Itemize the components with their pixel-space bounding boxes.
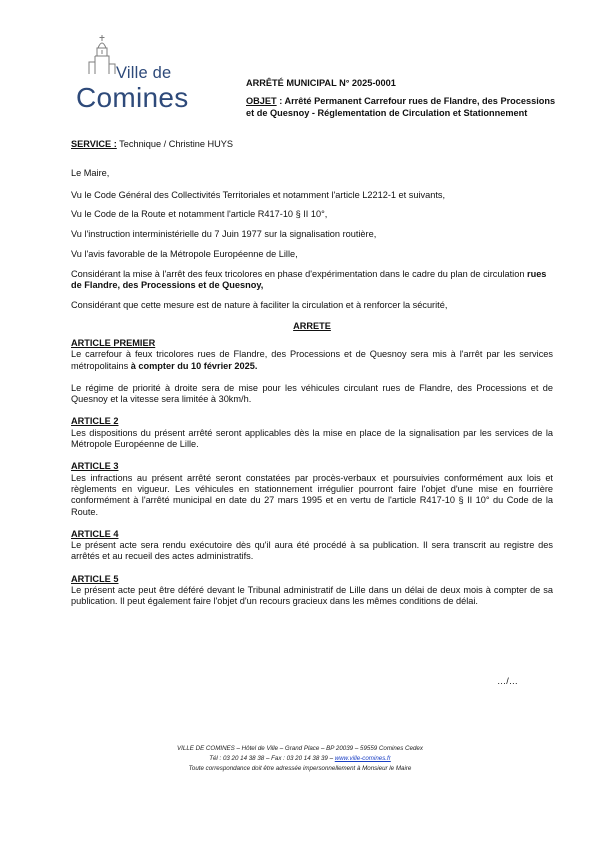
logo-text-ville-de: Ville de bbox=[116, 64, 172, 82]
considerant-item bbox=[71, 269, 553, 292]
vu-item: Vu l'avis favorable de la Métropole Européenne de Lille, bbox=[71, 249, 298, 260]
considerant-text: Considérant la mise à l'arrêt des feux tricolores en phase d'expérimentation dans le cadre du plan de circulation bbox=[71, 269, 527, 280]
considerant-item: Considérant que cette mesure est de nature à faciliter la circulation et à renforcer la sécurité, bbox=[71, 300, 448, 311]
article-title: ARTICLE 4 bbox=[71, 528, 119, 539]
service-line bbox=[71, 139, 553, 150]
arrete-heading: ARRETE bbox=[293, 320, 331, 331]
article-text: Les infractions au présent arrêté seront constatées par procès-verbaux et poursuivies conformément aux lois et règlements en vigueur. Les véhicules en stationnement irrégulier pourront faire l'objet d'une mise en fourrière conformément à l'arrêté municipal en date du 27 mars 1995 et en vertu de l'article R417-10 § II 10° du Code de la Route. bbox=[71, 472, 553, 517]
logo-text-comines: Comines bbox=[76, 82, 189, 113]
vu-item: Vu le Code de la Route et notamment l'article R417-10 § II 10°, bbox=[71, 209, 328, 220]
footer-contact bbox=[80, 754, 520, 764]
website-link[interactable]: www.ville-comines.fr bbox=[334, 755, 391, 762]
article-text-bold: à compter du 10 février 2025. bbox=[130, 360, 258, 371]
decree-object bbox=[246, 95, 556, 119]
article-title: ARTICLE 2 bbox=[71, 416, 119, 427]
article-text bbox=[71, 349, 553, 372]
footer-phone-fax: Tél : 03 20 14 38 38 – Fax : 03 20 14 38 39 – bbox=[209, 755, 335, 762]
considerant-bold: rues de Flandre, des Processions et de Quesnoy, bbox=[71, 269, 547, 291]
article-text: Le présent acte sera rendu exécutoire dès qu'il aura été procédé à sa publication. Il sera transcrit au registre des arrêtés et au recueil des actes administratifs. bbox=[71, 540, 553, 562]
service-text: Technique / Christine HUYS bbox=[116, 139, 234, 149]
vu-item: Vu le Code Général des Collectivités Territoriales et notamment l'article L2212-1 et suivants, bbox=[71, 189, 446, 200]
continued-marker: …/… bbox=[497, 676, 518, 686]
article-text: Le présent acte peut être déféré devant le Tribunal administratif de Lille dans un délai de deux mois à compter de sa publication. Il peut également faire l'objet d'un recours gracieux dans les mêmes conditions de délai. bbox=[71, 584, 553, 607]
article-title: ARTICLE PREMIER bbox=[71, 337, 156, 348]
vu-item: Vu l'instruction interministérielle du 7 Juin 1977 sur la signalisation routière, bbox=[71, 229, 377, 240]
footer-address: VILLE DE COMINES – Hôtel de Ville – Grand Place – BP 20039 – 59559 Comines Cedex bbox=[177, 745, 423, 752]
object-label: OBJET bbox=[246, 96, 277, 106]
church-tower-icon bbox=[88, 34, 116, 74]
article-text: Les dispositions du présent arrêté seront applicables dès la mise en place de la signalisation par les services de la Métropole Européenne de Lille. bbox=[71, 427, 553, 450]
object-text: : Arrêté Permanent Carrefour rues de Flandre, des Processions et de Quesnoy - Réglementation de Circulation et Stationnement bbox=[246, 96, 556, 118]
intro-le-maire: Le Maire, bbox=[71, 168, 110, 179]
article-text: Le régime de priorité à droite sera de mise pour les véhicules circulant rues de Flandre, des Processions et de Quesnoy et la vitesse sera limitée à 30km/h. bbox=[71, 382, 553, 405]
article-text-regular: Le carrefour à feux tricolores rues de Flandre, des Processions et de Quesnoy sera mis à l'arrêt par les services métropolitains bbox=[71, 349, 553, 371]
city-logo bbox=[73, 34, 188, 116]
service-label: SERVICE : bbox=[71, 139, 117, 149]
decree-body bbox=[71, 139, 553, 608]
decree-title: ARRÊTÉ MUNICIPAL N° 2025-0001 bbox=[246, 78, 396, 88]
decree-header bbox=[246, 77, 556, 119]
article-title: ARTICLE 3 bbox=[71, 461, 119, 472]
footer-notice: Toute correspondance doit être adressée impersonnellement à Monsieur le Maire bbox=[188, 765, 412, 772]
page-footer bbox=[80, 744, 520, 774]
article-title: ARTICLE 5 bbox=[71, 573, 119, 584]
